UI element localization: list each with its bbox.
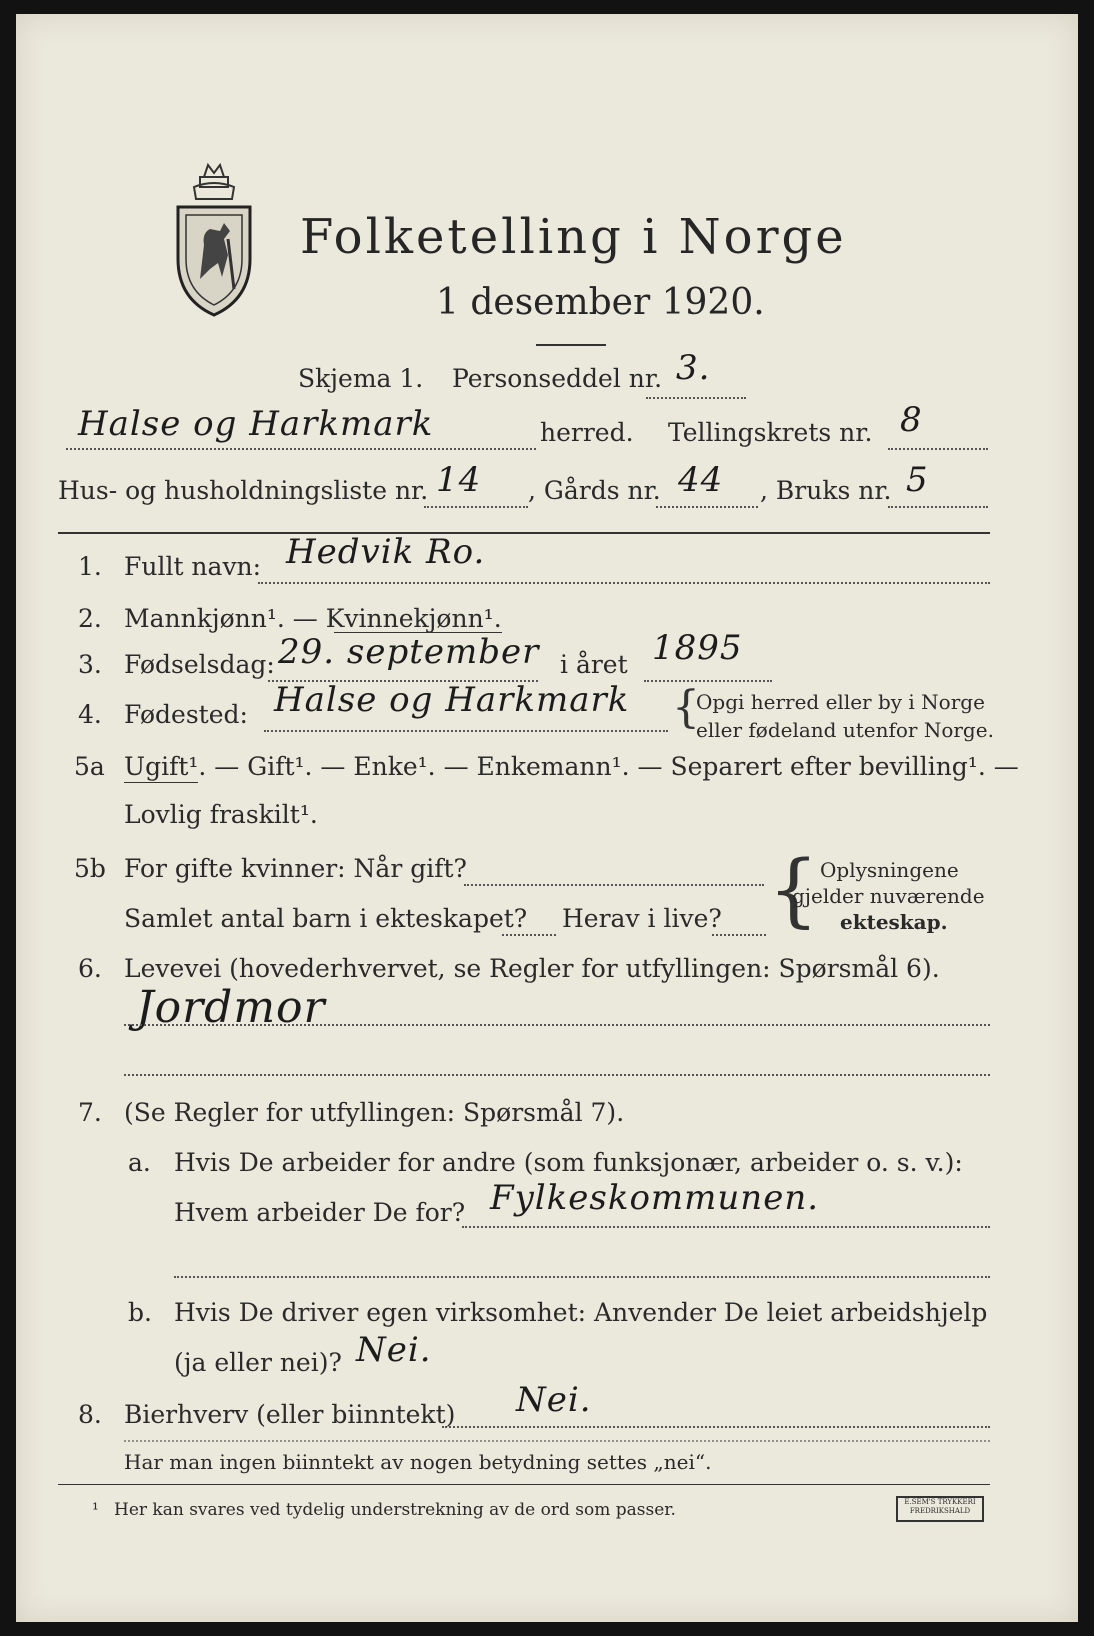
marriage-note-line3: ekteskap.	[840, 910, 948, 934]
birthplace-label: Fødested:	[124, 700, 248, 729]
printer-mark-text: E.SEM'S TRYKKERI FREDRIKSHALD	[904, 1498, 976, 1515]
bruks-label: , Bruks nr.	[760, 476, 892, 505]
personseddel-field[interactable]	[646, 397, 746, 399]
birthplace-note-line1: Opgi herred eller by i Norge	[696, 690, 985, 714]
side-income-value: Nei.	[516, 1380, 592, 1420]
full-name-field[interactable]	[258, 582, 990, 584]
q2-number: 2.	[78, 604, 102, 633]
census-date: 1 desember 1920.	[436, 282, 765, 323]
footnote: Her kan svares ved tydelig understrekning av de ord som passer.	[114, 1500, 676, 1520]
marital-status-underline	[124, 782, 198, 783]
birthday-label: Fødselsdag:	[124, 650, 275, 679]
children-alive-field[interactable]	[712, 934, 766, 936]
q8-number: 8.	[78, 1400, 102, 1429]
employer-field-2[interactable]	[174, 1276, 990, 1278]
q7b-line1: Hvis De driver egen virksomhet: Anvender De leiet arbeidshjelp	[174, 1298, 988, 1327]
children-alive-label: Herav i live?	[562, 904, 722, 933]
herred-value: Halse og Harkmark	[78, 404, 434, 444]
q7-label: (Se Regler for utfyllingen: Spørsmål 7).	[124, 1098, 625, 1127]
q5b-number: 5b	[74, 854, 106, 883]
form-title: Folketelling i Norge	[300, 209, 847, 265]
employer-label: Hvem arbeider De for?	[174, 1198, 466, 1227]
birth-year-field[interactable]	[644, 680, 772, 682]
full-name-value: Hedvik Ro.	[286, 532, 486, 572]
q1-label: Fullt navn:	[124, 552, 262, 581]
footnote-number: ¹	[92, 1500, 99, 1520]
q5a-number: 5a	[74, 752, 105, 781]
children-total-label: Samlet antal barn i ekteskapet?	[124, 904, 528, 933]
header-divider	[58, 532, 990, 534]
married-date-field[interactable]	[464, 884, 764, 886]
bruks-field[interactable]	[888, 506, 988, 508]
marriage-note-line1: Oplysningene	[820, 858, 959, 882]
q1-number: 1.	[78, 552, 102, 581]
personseddel-value: 3.	[676, 348, 711, 388]
marriage-note-brace: {	[768, 843, 819, 936]
side-income-label: Bierhverv (eller biinntekt)	[124, 1400, 456, 1429]
coat-of-arms-icon	[174, 159, 254, 323]
census-form	[16, 14, 1078, 1622]
occupation-label: Levevei (hovederhvervet, se Regler for utfyllingen: Spørsmål 6).	[124, 954, 940, 983]
q6-number: 6.	[78, 954, 102, 983]
hired-help-label: (ja eller nei)?	[174, 1348, 342, 1377]
marriage-note-line2: gjelder nuværende	[792, 884, 985, 908]
gender-options[interactable]: Mannkjønn¹. — Kvinnekjønn¹.	[124, 604, 502, 633]
gards-value: 44	[678, 460, 724, 500]
side-income-note: Har man ingen biinntekt av nogen betydning settes „nei“.	[124, 1450, 712, 1474]
schema-label: Skjema 1.	[298, 364, 424, 393]
gards-field[interactable]	[656, 506, 758, 508]
footer-divider	[58, 1484, 990, 1485]
q7a-line1: Hvis De arbeider for andre (som funksjonær, arbeider o. s. v.):	[174, 1148, 963, 1177]
birthplace-note-brace: {	[672, 682, 700, 733]
children-total-field[interactable]	[502, 934, 556, 936]
hus-label: Hus- og husholdningsliste nr.	[58, 476, 429, 505]
birthplace-note-line2: eller fødeland utenfor Norge.	[696, 718, 994, 742]
hired-help-value: Nei.	[356, 1330, 432, 1370]
q7a-number: a.	[128, 1148, 151, 1177]
herred-label: herred.	[540, 418, 634, 447]
gards-label: , Gårds nr.	[528, 476, 661, 505]
marital-status-options[interactable]: Ugift¹. — Gift¹. — Enke¹. — Enkemann¹. — Separert efter bevilling¹. —	[124, 752, 1019, 781]
employer-value: Fylkeskommunen.	[490, 1178, 820, 1218]
occupation-field-2[interactable]	[124, 1074, 990, 1076]
birth-year-label: i året	[560, 650, 628, 679]
q3-number: 3.	[78, 650, 102, 679]
employer-field[interactable]	[462, 1226, 990, 1228]
herred-field[interactable]	[66, 448, 536, 450]
tellingskrets-value: 8	[900, 400, 923, 440]
tellingskrets-label: Tellingskrets nr.	[668, 418, 873, 447]
bruks-value: 5	[906, 460, 929, 500]
birthplace-field[interactable]	[264, 730, 668, 732]
hus-value: 14	[436, 460, 482, 500]
occupation-value: Jordmor	[136, 982, 326, 1033]
side-income-field[interactable]	[442, 1426, 990, 1428]
hus-field[interactable]	[424, 506, 528, 508]
side-income-field-2[interactable]	[124, 1440, 990, 1442]
birthplace-value: Halse og Harkmark	[274, 680, 630, 720]
personseddel-label: Personseddel nr.	[452, 364, 663, 393]
married-date-label: For gifte kvinner: Når gift?	[124, 854, 467, 883]
printer-mark	[896, 1496, 984, 1522]
q7b-number: b.	[128, 1298, 152, 1327]
q4-number: 4.	[78, 700, 102, 729]
title-divider	[536, 344, 606, 346]
tellingskrets-field[interactable]	[888, 448, 988, 450]
marital-status-options-cont[interactable]: Lovlig fraskilt¹.	[124, 800, 318, 829]
occupation-field-1[interactable]	[124, 1024, 990, 1026]
q7-number: 7.	[78, 1098, 102, 1127]
birthday-value: 29. september	[278, 632, 540, 672]
birth-year-value: 1895	[652, 628, 743, 668]
